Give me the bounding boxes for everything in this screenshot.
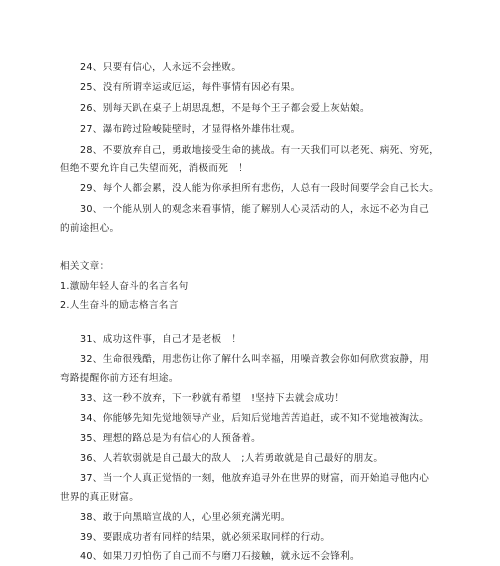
quote-39: 39、要跟成功者有同样的结果，就必须采取同样的行动。 bbox=[80, 532, 331, 543]
quote-37: 37、当一个人真正觉悟的一刻，他放弃追寻外在世界的财富，而开始追寻他内心 bbox=[80, 473, 430, 484]
quote-26: 26、别每天趴在桌子上胡思乱想，不是每个王子都会爱上灰姑娘。 bbox=[80, 103, 370, 114]
quote-35: 35、理想的路总是为有信心的人预备着。 bbox=[80, 433, 262, 444]
related-heading: 相关文章： bbox=[60, 261, 110, 272]
quote-28-cont: 但绝不要允许自己失望而死，消极而死 ！ bbox=[60, 163, 248, 174]
quote-25: 25、没有所谓幸运或厄运，每件事情有因必有果。 bbox=[80, 82, 301, 93]
quote-27: 27、瀑布跨过险峻陡壁时，才显得格外雄伟壮观。 bbox=[80, 124, 301, 135]
quote-38: 38、敢于向黑暗宣战的人，心里必须充满光明。 bbox=[80, 512, 291, 523]
quote-32: 32、生命很残酷，用悲伤让你了解什么叫幸福，用噪音教会你如何欣赏寂静，用 bbox=[80, 354, 430, 365]
quote-34: 34、你能够先知先觉地领导产业，后知后觉地苦苦追赶，或不知不觉地被淘汰。 bbox=[80, 413, 430, 424]
quote-32-cont: 弯路提醒你前方还有坦途。 bbox=[60, 373, 179, 384]
quote-40: 40、如果刀刃怕伤了自己而不与磨刀石接触，就永远不会锋利。 bbox=[80, 551, 360, 562]
quote-30: 30、一个能从别人的观念来看事情，能了解别人心灵活动的人，永远不必为自己 bbox=[80, 204, 430, 215]
quote-29: 29、每个人都会累，没人能为你承担所有悲伤，人总有一段时间要学会自己长大。 bbox=[80, 183, 440, 194]
related-link-2[interactable]: 2.人生奋斗的励志格言名言 bbox=[60, 300, 179, 311]
quote-33: 33、这一秒不放弃，下一秒就有希望 !坚持下去就会成功！ bbox=[80, 393, 345, 404]
related-link-1[interactable]: 1.激励年轻人奋斗的名言名句 bbox=[60, 281, 189, 292]
quote-37-cont: 世界的真正财富。 bbox=[60, 492, 140, 503]
quote-30-cont: 的前途担心。 bbox=[60, 223, 120, 234]
quote-31: 31、成功这件事，自己才是老板 ！ bbox=[80, 334, 242, 345]
quote-28: 28、不要放弃自己，勇敢地接受生命的挑战。有一天我们可以老死、病死、穷死， bbox=[80, 145, 440, 156]
quote-36: 36、人若软弱就是自己最大的敌人 ;人若勇敢就是自己最好的朋友。 bbox=[80, 453, 384, 464]
quote-24: 24、只要有信心，人永远不会挫败。 bbox=[80, 62, 242, 73]
